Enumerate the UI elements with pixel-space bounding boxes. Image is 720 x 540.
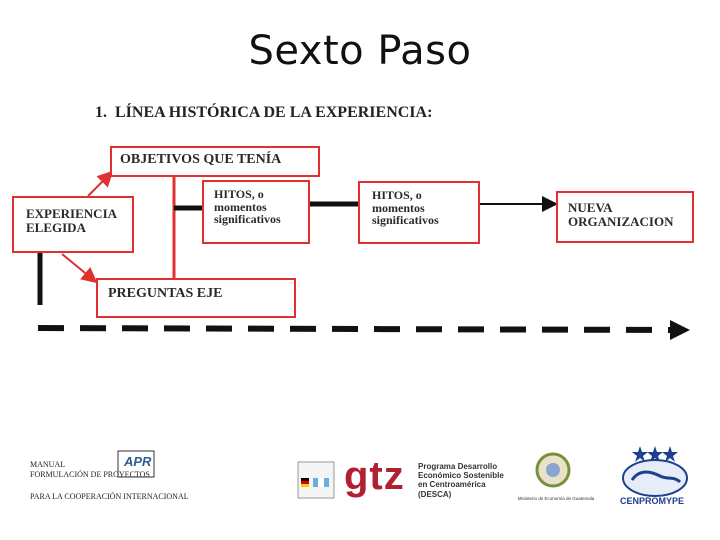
hitos2-line2: momentos <box>372 200 425 215</box>
footer-manual: MANUAL <box>30 460 66 469</box>
guatemala-flag-center <box>318 478 324 487</box>
programa-line3: en Centroamérica <box>418 480 486 490</box>
dashed-timeline <box>38 328 672 330</box>
germany-flag-red <box>301 481 309 484</box>
experiencia-line2: ELEGIDA <box>26 219 86 235</box>
germany-flag-black <box>301 478 309 481</box>
programa-line1: Programa Desarrollo <box>418 462 498 471</box>
nueva-line1: NUEVA <box>568 200 613 215</box>
subtitle-number: 1. <box>95 104 107 121</box>
hitos2-line3: significativos <box>372 213 439 228</box>
hitos1-line3: significativos <box>214 212 281 227</box>
cenpromype-label: CENPROMYPE <box>620 496 685 506</box>
ministerio-caption: Ministerio de Economía de Guatemala <box>517 496 595 501</box>
hitos1-line2: momentos <box>214 199 267 214</box>
nueva-line2: ORGANIZACION <box>568 213 674 229</box>
experiencia-line1: EXPERIENCIA <box>26 206 118 221</box>
germany-flag-gold <box>301 484 309 487</box>
objetivos-box <box>110 146 320 177</box>
coat-of-arms-center <box>546 463 560 477</box>
hitos2-line1: HITOS, o <box>372 188 422 202</box>
programa-line4: (DESCA) <box>418 489 452 499</box>
subtitle-text: LÍNEA HISTÓRICA DE LA EXPERIENCIA: <box>115 104 433 121</box>
hitos-box-1 <box>202 180 310 244</box>
apr-logo: APR <box>124 454 152 469</box>
arrow-to-preguntas <box>62 254 96 282</box>
gtz-logo: gtz <box>344 454 405 498</box>
experiencia-box <box>12 196 134 253</box>
arrow-to-objetivos <box>88 172 112 196</box>
dashed-timeline-arrowhead <box>670 320 690 340</box>
programa-line2: Económico Sostenible <box>418 471 504 481</box>
cenpromype-star-1 <box>632 446 648 462</box>
hitos-box-2 <box>358 181 480 244</box>
slide-title: Sexto Paso <box>248 28 472 74</box>
nueva-organizacion-box <box>556 191 694 243</box>
objetivos-label: OBJETIVOS QUE TENÍA <box>120 152 282 167</box>
preguntas-label: PREGUNTAS EJE <box>108 286 223 301</box>
preguntas-box <box>96 278 296 318</box>
cenpromype-star-3 <box>662 446 678 462</box>
desca-program-text <box>418 462 504 499</box>
footer-cooperacion: PARA LA COOPERACIÓN INTERNACIONAL <box>30 492 189 501</box>
hitos1-line1: HITOS, o <box>214 187 264 201</box>
footer-formulacion: FORMULACIÓN DE PROYECTOS <box>30 470 150 479</box>
